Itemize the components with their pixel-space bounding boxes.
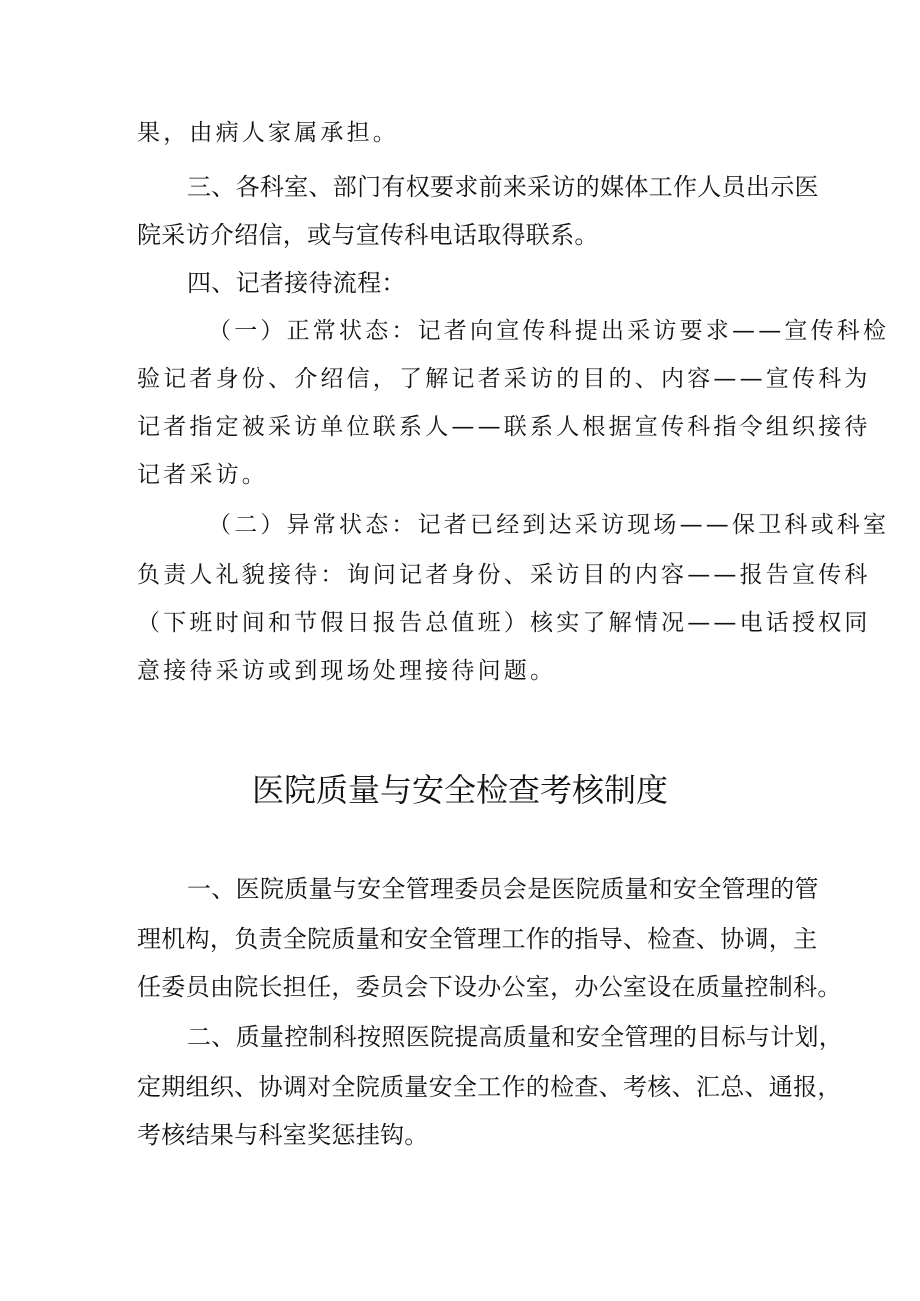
paragraph-line: 院采访介绍信，或与宣传科电话取得联系。 [137, 221, 599, 249]
paragraph-line: 记者指定被采访单位联系人——联系人根据宣传科指令组织接待 [137, 414, 871, 440]
paragraph-line: 理机构，负责全院质量和安全管理工作的指导、检查、协调，主 [137, 925, 818, 953]
paragraph-line: （下班时间和节假日报告总值班）核实了解情况——电话授权同 [137, 610, 871, 636]
paragraph-line: 负责人礼貌接待：询问记者身份、采访目的内容——报告宣传科 [137, 562, 871, 588]
paragraph-line: 考核结果与科室奖惩挂钩。 [137, 1121, 429, 1149]
paragraph-line: （二）异常状态：记者已经到达采访现场——保卫科或科室 [208, 512, 890, 538]
paragraph-line: 果，由病人家属承担。 [137, 120, 399, 146]
paragraph-line: 二、质量控制科按照医院提高质量和安全管理的目标与计划， [187, 1023, 844, 1051]
paragraph-line: （一）正常状态：记者向宣传科提出采访要求——宣传科检 [208, 318, 890, 344]
paragraph-line: 任委员由院长担任，委员会下设办公室，办公室设在质量控制科。 [137, 973, 842, 1001]
paragraph-line: 验记者身份、介绍信，了解记者采访的目的、内容——宣传科为 [137, 366, 871, 392]
paragraph-line: 一、医院质量与安全管理委员会是医院质量和安全管理的管 [187, 875, 819, 903]
paragraph-line: 四、记者接待流程： [187, 269, 406, 297]
paragraph-line: 定期组织、协调对全院质量安全工作的检查、考核、汇总、通报， [137, 1073, 842, 1101]
paragraph-line: 记者采访。 [137, 462, 268, 488]
section-title: 医院质量与安全检查考核制度 [251, 771, 668, 809]
paragraph-line: 三、各科室、部门有权要求前来采访的媒体工作人员出示医 [187, 173, 819, 201]
paragraph-line: 意接待采访或到现场处理接待问题。 [137, 658, 557, 684]
